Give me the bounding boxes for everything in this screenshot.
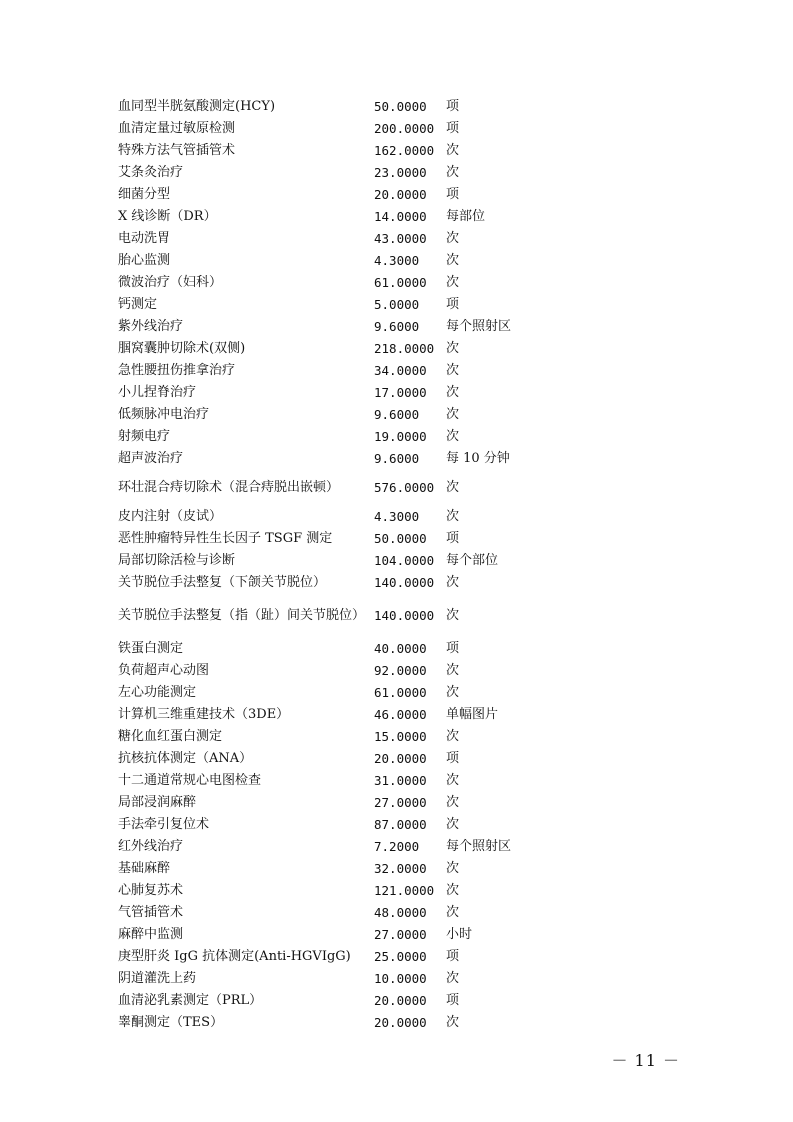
table-row [118, 594, 558, 638]
table-row [118, 506, 558, 528]
table-row [118, 250, 558, 272]
table-row [118, 682, 558, 704]
item-price: 14.0000 [374, 209, 427, 224]
item-price: 19.0000 [374, 429, 427, 444]
item-name: 负荷超声心动图 [118, 663, 210, 678]
item-name: 低频脉冲电治疗 [118, 407, 210, 422]
item-name: 恶性肿瘤特异性生长因子 TSGF 测定 [118, 531, 333, 546]
item-price: 15.0000 [374, 729, 427, 744]
item-price: 50.0000 [374, 99, 427, 114]
item-name: 紫外线治疗 [118, 319, 184, 334]
item-name: 局部浸润麻醉 [118, 795, 197, 810]
item-name: 左心功能测定 [118, 685, 197, 700]
item-unit: 项 [446, 641, 460, 656]
table-row [118, 470, 558, 506]
item-price: 34.0000 [374, 363, 427, 378]
item-price: 50.0000 [374, 531, 427, 546]
table-row [118, 360, 558, 382]
item-price: 20.0000 [374, 751, 427, 766]
item-name: 气管插管术 [118, 905, 184, 920]
item-unit: 每部位 [446, 209, 486, 224]
item-unit: 单幅图片 [446, 707, 499, 722]
item-price: 4.3000 [374, 253, 420, 268]
item-name: 糖化血红蛋白测定 [118, 729, 223, 744]
table-row [118, 528, 558, 550]
table-row [118, 572, 558, 594]
item-unit: 次 [446, 429, 460, 444]
item-unit: 次 [446, 363, 460, 378]
item-unit: 次 [446, 905, 460, 920]
item-name: 环壮混合痔切除术（混合痔脱出嵌顿） [118, 480, 340, 495]
item-unit: 项 [446, 531, 460, 546]
table-row [118, 228, 558, 250]
item-price: 87.0000 [374, 817, 427, 832]
item-unit: 次 [446, 883, 460, 898]
table-row [118, 770, 558, 792]
table-row [118, 316, 558, 338]
item-name: 射频电疗 [118, 429, 171, 444]
item-price: 61.0000 [374, 275, 427, 290]
item-name: 基础麻醉 [118, 861, 171, 876]
item-unit: 次 [446, 685, 460, 700]
item-unit: 次 [446, 1015, 460, 1030]
item-unit: 项 [446, 949, 460, 964]
item-unit: 次 [446, 729, 460, 744]
item-name: 胎心监测 [118, 253, 171, 268]
table-row [118, 946, 558, 968]
item-name: 手法牵引复位术 [118, 817, 210, 832]
item-name: 钙测定 [118, 297, 158, 312]
item-unit: 次 [446, 480, 460, 495]
item-unit: 次 [446, 341, 460, 356]
item-price: 7.2000 [374, 839, 420, 854]
item-price: 32.0000 [374, 861, 427, 876]
item-price: 40.0000 [374, 641, 427, 656]
table-row [118, 272, 558, 294]
table-row [118, 704, 558, 726]
item-price: 121.0000 [374, 883, 435, 898]
item-unit: 次 [446, 575, 460, 590]
table-row [118, 294, 558, 316]
item-unit: 次 [446, 971, 460, 986]
item-unit: 次 [446, 795, 460, 810]
table-row [118, 1012, 558, 1034]
item-name: 十二通道常规心电图检查 [118, 773, 262, 788]
item-unit: 项 [446, 99, 460, 114]
item-price: 27.0000 [374, 795, 427, 810]
table-row [118, 118, 558, 140]
item-name: 艾条灸治疗 [118, 165, 184, 180]
item-unit: 项 [446, 297, 460, 312]
item-name: 关节脱位手法整复（指（趾）间关节脱位） [118, 608, 366, 623]
item-name: 皮内注射（皮试） [118, 509, 223, 524]
fee-table [118, 96, 558, 1034]
item-name: 腘窝囊肿切除术(双侧) [118, 341, 246, 356]
table-row [118, 140, 558, 162]
table-row [118, 638, 558, 660]
item-name: 急性腰扭伤推拿治疗 [118, 363, 236, 378]
item-name: 超声波治疗 [118, 451, 184, 466]
item-price: 20.0000 [374, 1015, 427, 1030]
item-price: 9.6000 [374, 319, 420, 334]
table-row [118, 382, 558, 404]
item-price: 27.0000 [374, 927, 427, 942]
item-unit: 次 [446, 663, 460, 678]
item-price: 104.0000 [374, 553, 435, 568]
table-row [118, 184, 558, 206]
item-price: 46.0000 [374, 707, 427, 722]
item-unit: 次 [446, 253, 460, 268]
item-price: 10.0000 [374, 971, 427, 986]
item-price: 218.0000 [374, 341, 435, 356]
item-price: 20.0000 [374, 993, 427, 1008]
item-unit: 每个照射区 [446, 839, 512, 854]
table-row [118, 404, 558, 426]
item-name: 心肺复苏术 [118, 883, 184, 898]
item-price: 200.0000 [374, 121, 435, 136]
table-row [118, 968, 558, 990]
item-name: 血清泌乳素测定（PRL） [118, 993, 263, 1008]
item-price: 48.0000 [374, 905, 427, 920]
table-row [118, 448, 558, 470]
item-price: 5.0000 [374, 297, 420, 312]
item-price: 9.6000 [374, 407, 420, 422]
item-price: 31.0000 [374, 773, 427, 788]
table-row [118, 836, 558, 858]
item-name: 红外线治疗 [118, 839, 184, 854]
table-row [118, 550, 558, 572]
item-name: 血清定量过敏原检测 [118, 121, 236, 136]
item-unit: 次 [446, 165, 460, 180]
item-unit: 次 [446, 385, 460, 400]
item-name: 睾酮测定（TES） [118, 1015, 224, 1030]
page-number: － 11 － [611, 1051, 680, 1070]
item-unit: 次 [446, 509, 460, 524]
item-price: 140.0000 [374, 575, 435, 590]
table-row [118, 814, 558, 836]
table-row [118, 426, 558, 448]
item-unit: 次 [446, 773, 460, 788]
item-unit: 次 [446, 231, 460, 246]
item-unit: 项 [446, 121, 460, 136]
item-name: X 线诊断（DR） [118, 209, 217, 224]
item-unit: 次 [446, 817, 460, 832]
item-unit: 次 [446, 608, 460, 623]
item-price: 140.0000 [374, 608, 435, 623]
item-name: 计算机三维重建技术（3DE） [118, 707, 290, 722]
item-unit: 项 [446, 993, 460, 1008]
item-name: 关节脱位手法整复（下颌关节脱位） [118, 575, 327, 590]
item-unit: 项 [446, 751, 460, 766]
item-name: 血同型半胱氨酸测定(HCY) [118, 99, 276, 114]
item-unit: 每 10 分钟 [446, 451, 510, 466]
item-unit: 次 [446, 275, 460, 290]
item-unit: 次 [446, 143, 460, 158]
item-price: 9.6000 [374, 451, 420, 466]
item-price: 20.0000 [374, 187, 427, 202]
item-name: 麻醉中监测 [118, 927, 184, 942]
item-unit: 次 [446, 861, 460, 876]
table-row [118, 338, 558, 360]
item-price: 162.0000 [374, 143, 435, 158]
item-price: 43.0000 [374, 231, 427, 246]
table-row [118, 792, 558, 814]
item-name: 电动洗胃 [118, 231, 171, 246]
item-unit: 每个照射区 [446, 319, 512, 334]
item-name: 抗核抗体测定（ANA） [118, 751, 253, 766]
table-row [118, 748, 558, 770]
item-name: 阴道灌洗上药 [118, 971, 197, 986]
table-row [118, 96, 558, 118]
item-unit: 项 [446, 187, 460, 202]
item-name: 微波治疗（妇科） [118, 275, 223, 290]
table-row [118, 858, 558, 880]
table-row [118, 660, 558, 682]
table-row [118, 206, 558, 228]
table-row [118, 902, 558, 924]
item-price: 576.0000 [374, 480, 435, 495]
table-row [118, 880, 558, 902]
item-name: 局部切除活检与诊断 [118, 553, 236, 568]
item-name: 细菌分型 [118, 187, 171, 202]
item-name: 小儿捏脊治疗 [118, 385, 197, 400]
table-row [118, 990, 558, 1012]
table-row [118, 726, 558, 748]
item-unit: 次 [446, 407, 460, 422]
item-unit: 每个部位 [446, 553, 499, 568]
item-price: 61.0000 [374, 685, 427, 700]
item-unit: 小时 [446, 927, 473, 942]
item-name: 铁蛋白测定 [118, 641, 184, 656]
table-row [118, 162, 558, 184]
table-row [118, 924, 558, 946]
item-name: 特殊方法气管插管术 [118, 143, 236, 158]
item-name: 庚型肝炎 IgG 抗体测定(Anti-HGVIgG) [118, 949, 351, 964]
item-price: 25.0000 [374, 949, 427, 964]
item-price: 23.0000 [374, 165, 427, 180]
item-price: 4.3000 [374, 509, 420, 524]
item-price: 17.0000 [374, 385, 427, 400]
item-price: 92.0000 [374, 663, 427, 678]
